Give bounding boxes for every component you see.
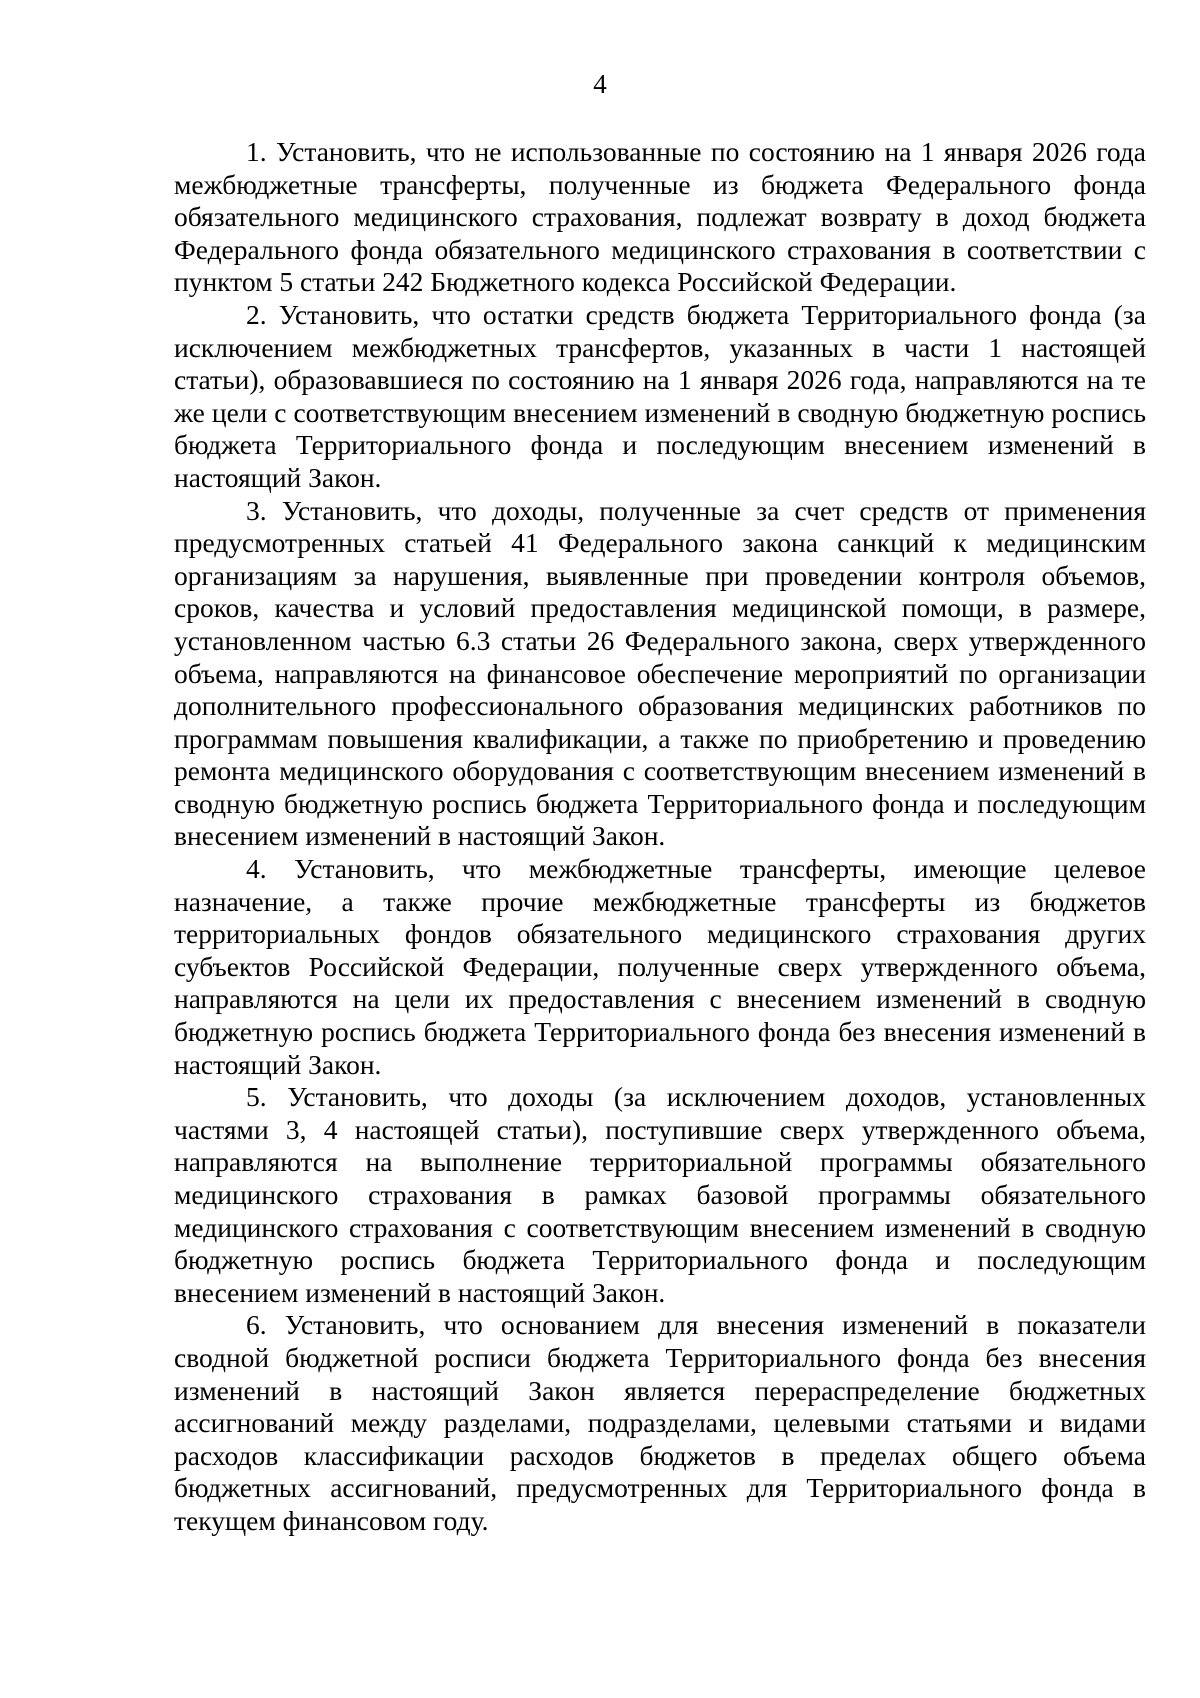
paragraph-3: 3. Установить, что доходы, полученные за счет средств от применения предусмотренных статьей 41 Федерального закона санкций к медицинским организациям за нарушения, выявленные при проведении контроля объемов, сроков, качества и условий предоставления медицинской помощи, в размере, установленном частью 6.3 статьи 26 Федерального закона, сверх утвержденного объема, направляются на финансовое обеспечение мероприятий по организации дополнительного профессионального образования медицинских работников по программам повышения квалификации, а также по приобретению и проведению ремонта медицинского оборудования с соответствующим внесением изменений в сводную бюджетную роспись бюджета Территориального фонда и последующим внесением изменений в настоящий Закон. <box>174 494 1146 852</box>
paragraph-4: 4. Установить, что межбюджетные трансферты, имеющие целевое назначение, а также прочие межбюджетные трансферты из бюджетов территориальных фондов обязательного медицинского страхования других субъектов Российской Федерации, полученные сверх утвержденного объема, направляются на цели их предоставления с внесением изменений в сводную бюджетную роспись бюджета Территориального фонда без внесения изменений в настоящий Закон. <box>174 853 1146 1080</box>
paragraph-1: 1. Установить, что не использованные по состоянию на 1 января 2026 года межбюджетные трансферты, полученные из бюджета Федерального фонда обязательного медицинского страхования, подлежат возврату в доход бюджета Федерального фонда обязательного медицинского страхования в соответствии с пунктом 5 статьи 242 Бюджетного кодекса Российской Федерации. <box>174 136 1146 298</box>
paragraph-5: 5. Установить, что доходы (за исключением доходов, установленных частями 3, 4 настоящей статьи), поступившие сверх утвержденного объема, направляются на выполнение территориальной программы обязательного медицинского страхования в рамках базовой программы обязательного медицинского страхования с соответствующим внесением изменений в сводную бюджетную роспись бюджета Территориального фонда и последующим внесением изменений в настоящий Закон. <box>174 1081 1146 1308</box>
paragraph-6: 6. Установить, что основанием для внесения изменений в показатели сводной бюджетной росписи бюджета Территориального фонда без внесения изменений в настоящий Закон является перераспределение бюджетных ассигнований между разделами, подразделами, целевыми статьями и видами расходов классификации расходов бюджетов в пределах общего объема бюджетных ассигнований, предусмотренных для Территориального фонда в текущем финансовом году. <box>174 1309 1146 1536</box>
page-number: 4 <box>593 69 607 99</box>
paragraph-2: 2. Установить, что остатки средств бюджета Территориального фонда (за исключением межбюджетных трансфертов, указанных в части 1 настоящей статьи), образовавшиеся по состоянию на 1 января 2026 года, направляются на те же цели с соответствующим внесением изменений в сводную бюджетную роспись бюджета Территориального фонда и последующим внесением изменений в настоящий Закон. <box>174 298 1146 493</box>
document-body <box>174 136 1146 1538</box>
